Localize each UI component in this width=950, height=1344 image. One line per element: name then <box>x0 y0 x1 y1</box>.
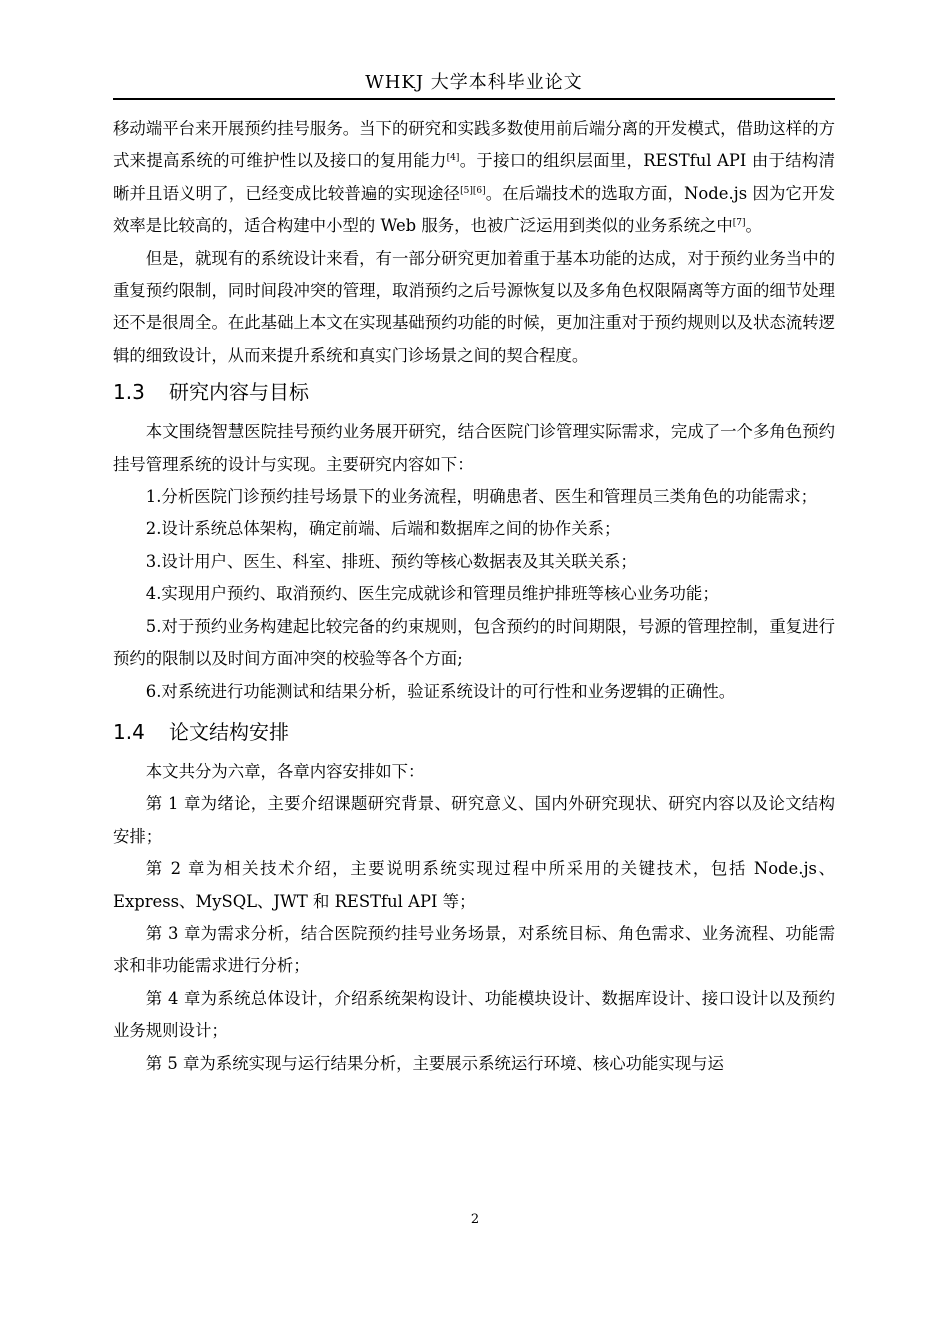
section-number: 1.3 <box>113 380 145 405</box>
paragraph: 本文共分为六章，各章内容安排如下： <box>145 761 425 781</box>
section-title: 研究内容与目标 <box>169 380 309 405</box>
paragraph: 第 2 章为相关技术介绍，主要说明系统实现过程中所采用的关键技术，包括 Node.js、Express、MySQL、JWT 和 RESTful API 等； <box>113 859 835 911</box>
header-rule <box>113 98 835 100</box>
list-item: 4.实现用户预约、取消预约、医生完成就诊和管理员维护排班等核心业务功能； <box>145 584 719 604</box>
section-heading <box>113 378 835 406</box>
list-item: 6.对系统进行功能测试和结果分析，验证系统设计的可行性和业务逻辑的正确性。 <box>145 681 736 701</box>
paragraph: 第 4 章为系统总体设计，介绍系统架构设计、功能模块设计、数据库设计、接口设计以及预约业务规则设计； <box>113 988 835 1041</box>
page-body <box>113 113 835 1080</box>
text-run: 。 <box>745 216 762 236</box>
list-item: 2.设计系统总体架构，确定前端、后端和数据库之间的协作关系； <box>145 519 621 539</box>
citation-ref: [4] <box>446 153 460 164</box>
text-run: 。在后端技术的选取方面，Node.js 因为它开发效率是比较高的，适合构建中小型的 Web 服务，也被广泛运用到类似的业务系统之中 <box>113 183 835 236</box>
text-run: 。于接口的组织层面里，RESTful API 由于结构清晰并且语义明了，已经变成比较普遍的实现途径 <box>113 151 836 203</box>
paragraph: 本文围绕智慧医院挂号预约业务展开研究，结合医院门诊管理实际需求，完成了一个多角色预约挂号管理系统的设计与实现。主要研究内容如下： <box>113 422 835 474</box>
paragraph: 第 3 章为需求分析，结合医院预约挂号业务场景，对系统目标、角色需求、业务流程、功能需求和非功能需求进行分析； <box>113 923 835 976</box>
list-item: 5.对于预约业务构建起比较完备的约束规则，包含预约的时间期限，号源的管理控制，重复进行预约的限制以及时间方面冲突的校验等各个方面; <box>113 616 835 669</box>
section-title: 论文结构安排 <box>169 719 289 744</box>
paragraph: 第 1 章为绪论，主要介绍课题研究背景、研究意义、国内外研究现状、研究内容以及论文结构安排； <box>113 794 835 846</box>
paragraph: 但是，就现有的系统设计来看，有一部分研究更加着重于基本功能的达成，对于预约业务当中的重复预约限制，同时间段冲突的管理，取消预约之后号源恢复以及多角色权限隔离等方面的细节处理还不是很周全。在此基础上本文在实现基础预约功能的时候，更加注重对于预约规则以及状态流转逻辑的细致设计，从而来提升系统和真实门诊场景之间的契合程度。 <box>113 248 835 365</box>
list-item: 1.分析医院门诊预约挂号场景下的业务流程，明确患者、医生和管理员三类角色的功能需求； <box>145 487 818 507</box>
paragraph-continued <box>113 113 835 243</box>
page-number: 2 <box>470 1212 480 1227</box>
citation-ref: [7] <box>732 218 746 229</box>
section-number: 1.4 <box>113 719 145 744</box>
section-heading <box>113 718 835 746</box>
text-run: 移动端平台来开展预约挂号服务。当下的研究和实践多数使用前后端分离的开发模式，借助这样的方式来提高系统的可维护性以及接口的复用能力 <box>113 119 835 171</box>
paragraph: 第 5 章为系统实现与运行结果分析，主要展示系统运行环境、核心功能实现与运 <box>145 1053 724 1073</box>
citation-ref: [5][6] <box>460 185 486 196</box>
list-item: 3.设计用户、医生、科室、排班、预约等核心数据表及其关联关系； <box>145 551 637 571</box>
running-header: WHKJ 大学本科毕业论文 <box>365 72 583 93</box>
